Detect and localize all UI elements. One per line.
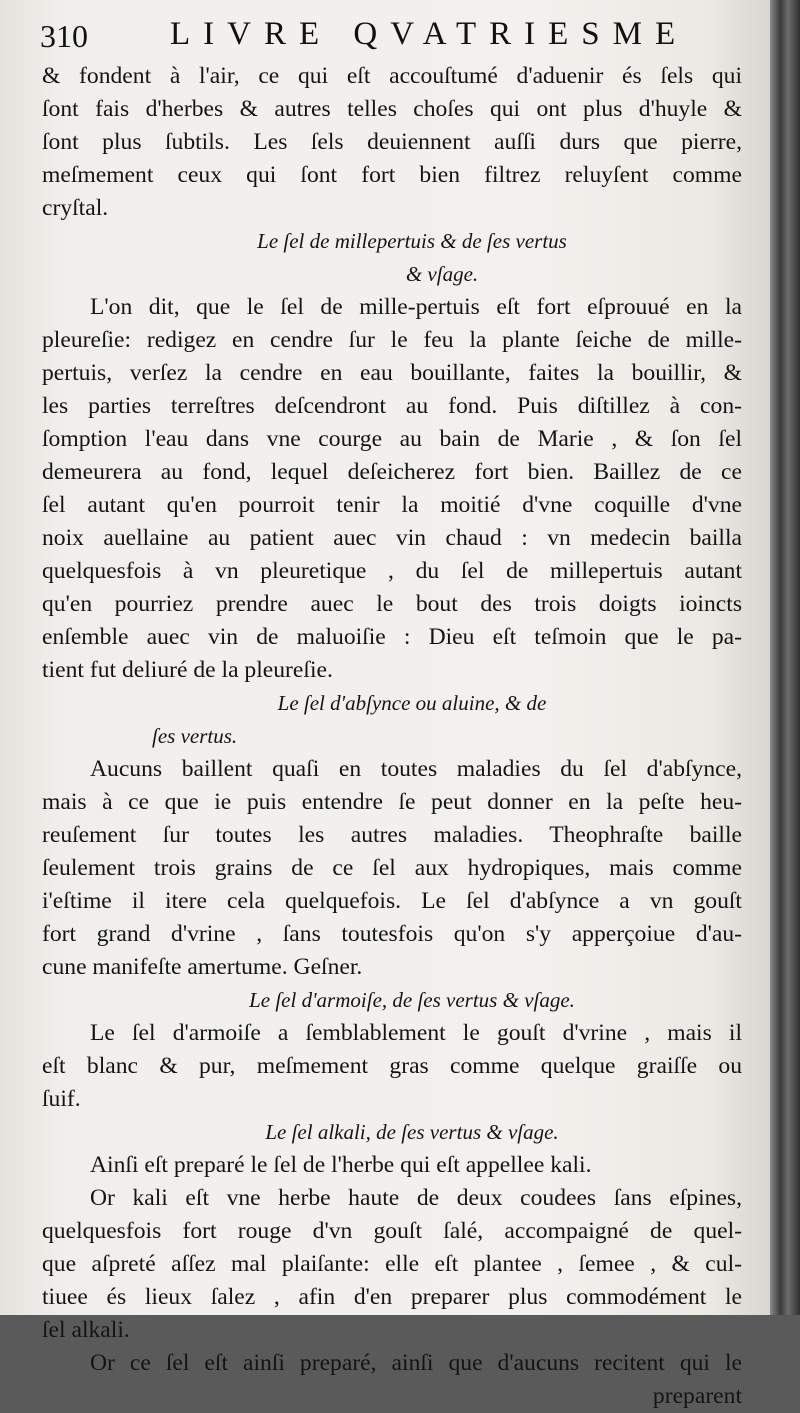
text-line: & fondent à l'air, ce qui eſt accouſtumé d'aduenir és ſels qui — [42, 63, 742, 89]
text-line: eſt blanc & pur, meſmement gras comme quelque graiſſe ou — [42, 1053, 742, 1079]
text-line: Le ſel d'armoiſe a ſemblablement le gouſt d'vrine , mais il — [90, 1020, 742, 1046]
text-line: Or ce ſel eſt ainſi preparé, ainſi que d'aucuns recitent qui le — [90, 1350, 742, 1376]
text-line: que aſpreté aſſez mal plaiſante: elle eſt plantee , ſemee , & cul- — [42, 1251, 742, 1277]
section-heading-alkali: Le ſel alkali, de ſes vertus & vſage. — [265, 1120, 559, 1144]
text-line: ſel autant qu'en pourroit tenir la moitié d'vne coquille d'vne — [42, 492, 742, 518]
page-edge-shadow — [770, 0, 800, 1315]
section-heading-absynce: Le ſel d'abſynce ou aluine, & de — [277, 691, 547, 715]
page-body — [42, 60, 742, 1413]
text-line: Ainſi eſt preparé le ſel de l'herbe qui eſt appellee kali. — [90, 1152, 592, 1178]
text-line: ſel alkali. — [42, 1317, 130, 1343]
text-line: i'eſtime il itere cela quelquefois. Le ſel d'abſynce a vn gouſt — [42, 888, 742, 914]
text-line: les parties terreſtres deſcendront au fond. Puis diſtillez à con- — [42, 393, 742, 419]
page-number: 310 — [40, 18, 88, 54]
text-line: tient fut deliuré de la pleureſie. — [42, 657, 333, 683]
text-line: noix auellaine au patient auec vin chaud : vn medecin bailla — [42, 525, 742, 551]
text-line: reuſement ſur toutes les autres maladies. Theophraſte baille — [42, 822, 742, 848]
text-line: ſeulement trois grains de ce ſel aux hydropiques, mais comme — [42, 855, 742, 881]
text-line: mais à ce que ie puis entendre ſe peut donner en la peſte heu- — [42, 789, 742, 815]
text-line: pertuis, verſez la cendre en eau bouillante, faites la bouillir, & — [42, 360, 742, 386]
text-line: L'on dit, que le ſel de mille-pertuis eſt fort eſprouué en la — [90, 294, 742, 320]
text-line: enſemble auec vin de maluoiſie : Dieu eſt teſmoin que le pa- — [42, 624, 742, 650]
text-line: tiuee és lieux ſalez , afin d'en preparer plus commodément le — [42, 1284, 742, 1310]
running-title: LIVRE QVATRIESME — [170, 16, 689, 52]
text-line: Or kali eſt vne herbe haute de deux coudees ſans eſpines, — [90, 1185, 742, 1211]
text-line: cryſtal. — [42, 195, 109, 221]
page-header — [40, 12, 740, 56]
text-line: Aucuns baillent quaſi en toutes maladies du ſel d'abſynce, — [90, 756, 742, 782]
text-line: ſont fais d'herbes & autres telles choſes qui ont plus d'huyle & — [42, 96, 742, 122]
text-line: ſomption l'eau dans vne courge au bain de Marie , & ſon ſel — [42, 426, 742, 452]
section-heading-armoise: Le ſel d'armoiſe, de ſes vertus & vſage. — [249, 988, 575, 1012]
text-line: quelquesfois à vn pleuretique , du ſel de millepertuis autant — [42, 558, 742, 584]
text-line: ſont plus ſubtils. Les ſels deuiennent auſſi durs que pierre, — [42, 129, 742, 155]
section-heading-absynce-cont: ſes vertus. — [152, 724, 238, 748]
text-line: ſuif. — [42, 1086, 81, 1112]
section-heading-millepertuis: Le ſel de millepertuis & de ſes vertus — [257, 229, 567, 253]
text-line: fort grand d'vrine , ſans toutesfois qu'on s'y apperçoiue d'au- — [42, 921, 742, 947]
text-line: cune manifeſte amertume. Geſner. — [42, 954, 363, 980]
catchword: preparent — [652, 1383, 742, 1409]
text-line: qu'en pourriez prendre auec le bout des trois doigts ioincts — [42, 591, 742, 617]
text-line: meſmement ceux qui ſont fort bien filtrez reluyſent comme — [42, 162, 742, 188]
text-line: demeurera au fond, lequel deſeicherez fort bien. Baillez de ce — [42, 459, 742, 485]
section-heading-millepertuis-cont: & vſage. — [405, 262, 479, 286]
text-line: pleureſie: redigez en cendre ſur le feu la plante ſeiche de mille- — [42, 327, 742, 353]
text-line: quelquesfois fort rouge d'vn gouſt ſalé, accompaigné de quel- — [42, 1218, 742, 1244]
